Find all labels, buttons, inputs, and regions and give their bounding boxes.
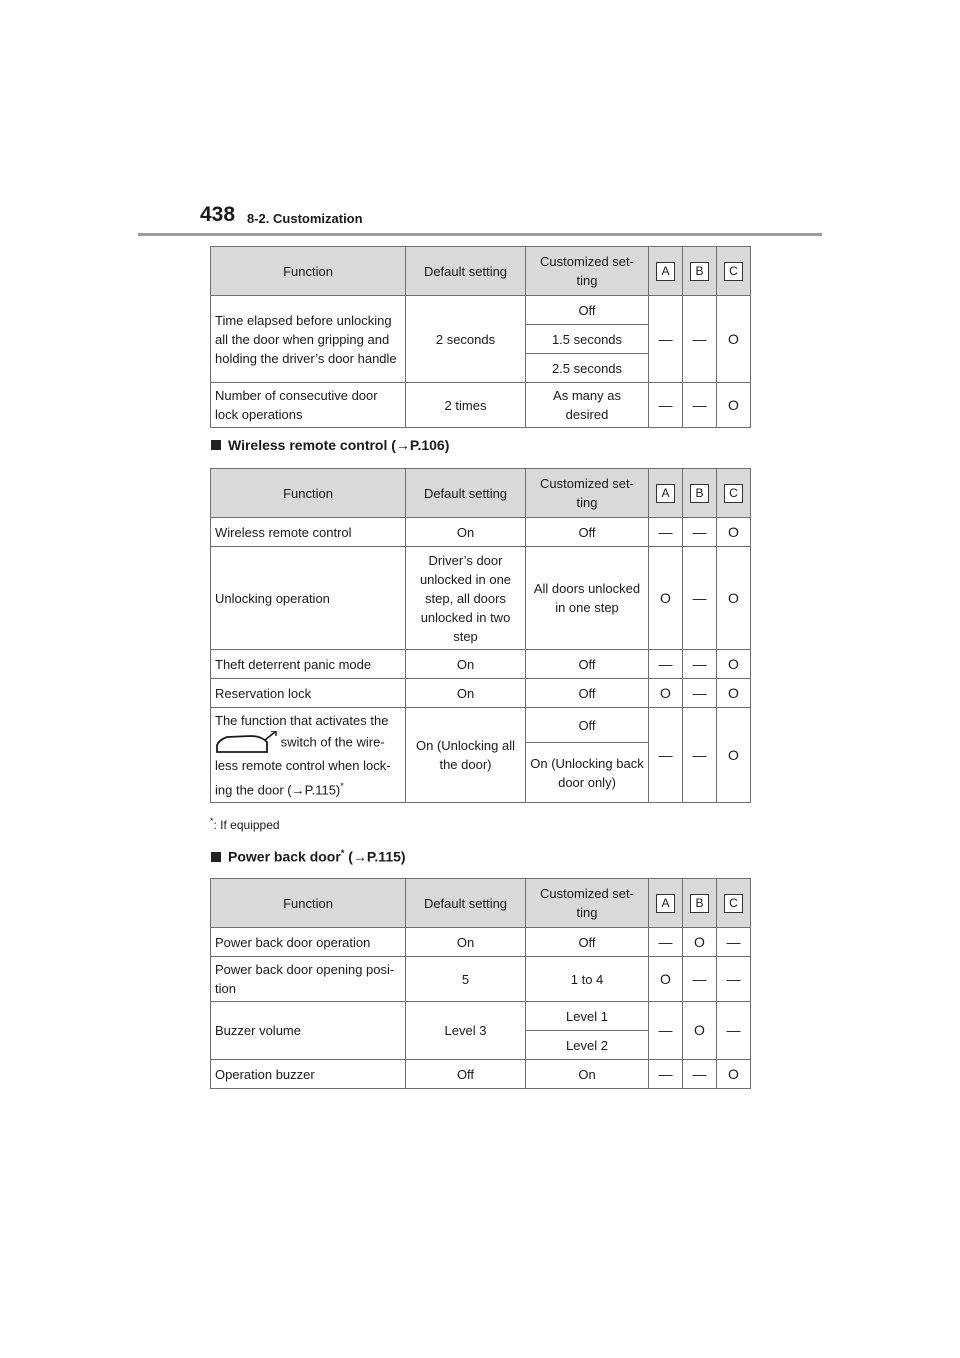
default-cell: 5 — [406, 957, 526, 1002]
function-header: Function — [211, 469, 406, 518]
footnote-mark: * — [210, 816, 214, 826]
column-b-header — [683, 879, 717, 928]
column-c-header — [717, 879, 751, 928]
option-cell: On (Unlocking back door only) — [526, 743, 649, 803]
default-cell: 2 seconds — [406, 296, 526, 383]
option-cell: Off — [526, 679, 649, 708]
a-cell: — — [649, 650, 683, 679]
option-cell: On — [526, 1060, 649, 1089]
a-cell: O — [649, 547, 683, 650]
footnote-marker: * — [340, 781, 344, 791]
function-cell: Wireless remote control — [211, 518, 406, 547]
c-cell: — — [717, 1002, 751, 1060]
function-cell: Time elapsed before unlocking all the door when gripping and holding the driver’s door handle — [211, 296, 406, 383]
a-cell: — — [649, 1002, 683, 1060]
c-cell: O — [717, 1060, 751, 1089]
option-cell: 1.5 seconds — [526, 325, 649, 354]
header-divider — [138, 233, 822, 236]
option-cell: 1 to 4 — [526, 957, 649, 1002]
column-a-header — [649, 469, 683, 518]
c-cell: — — [717, 928, 751, 957]
c-cell: O — [717, 679, 751, 708]
column-c-header — [717, 469, 751, 518]
option-cell: Off — [526, 928, 649, 957]
a-cell: O — [649, 679, 683, 708]
method-b-label: B — [690, 484, 709, 503]
table-row — [211, 708, 751, 743]
table-row — [211, 383, 751, 428]
function-header: Function — [211, 247, 406, 296]
c-cell: O — [717, 296, 751, 383]
function-cell: Power back door opening posi-tion — [211, 957, 406, 1002]
a-cell: — — [649, 383, 683, 428]
method-c-label: C — [724, 484, 743, 503]
square-bullet-icon — [211, 852, 221, 862]
section-heading-text: Wireless remote control (→P.106) — [228, 437, 450, 453]
customized-setting-header: Customized set-ting — [526, 469, 649, 518]
table-header-row — [211, 879, 751, 928]
power-back-door-settings-table — [210, 878, 751, 1089]
b-cell: — — [683, 708, 717, 803]
b-cell: — — [683, 679, 717, 708]
table-row — [211, 679, 751, 708]
b-cell: O — [683, 928, 717, 957]
customized-setting-header: Customized set-ting — [526, 879, 649, 928]
a-cell: — — [649, 708, 683, 803]
function-cell: Unlocking operation — [211, 547, 406, 650]
method-a-label: A — [656, 484, 675, 503]
b-cell: — — [683, 518, 717, 547]
footnote-text: : If equipped — [213, 818, 280, 832]
option-cell: Level 1 — [526, 1002, 649, 1031]
c-cell: — — [717, 957, 751, 1002]
column-b-header — [683, 469, 717, 518]
footnote-marker: * — [340, 848, 345, 858]
method-a-label: A — [656, 262, 675, 281]
section-heading-ref: (→P.115) — [344, 848, 406, 865]
option-cell: Level 2 — [526, 1031, 649, 1060]
function-cell: Reservation lock — [211, 679, 406, 708]
function-cell: Buzzer volume — [211, 1002, 406, 1060]
method-b-label: B — [690, 262, 709, 281]
table-row — [211, 296, 751, 325]
column-a-header — [649, 247, 683, 296]
default-cell: 2 times — [406, 383, 526, 428]
column-c-header — [717, 247, 751, 296]
c-cell: O — [717, 383, 751, 428]
table-row — [211, 1060, 751, 1089]
default-setting-header: Default setting — [406, 879, 526, 928]
a-cell: — — [649, 296, 683, 383]
column-b-header — [683, 247, 717, 296]
function-cell: Theft deterrent panic mode — [211, 650, 406, 679]
door-lock-settings-table — [210, 246, 751, 428]
default-setting-header: Default setting — [406, 247, 526, 296]
b-cell: — — [683, 296, 717, 383]
default-cell: On — [406, 679, 526, 708]
b-cell: — — [683, 547, 717, 650]
b-cell: — — [683, 957, 717, 1002]
function-cell — [211, 708, 406, 803]
function-header: Function — [211, 879, 406, 928]
column-a-header — [649, 879, 683, 928]
default-cell: On — [406, 518, 526, 547]
method-c-label: C — [724, 894, 743, 913]
option-cell: As many as desired — [526, 383, 649, 428]
a-cell: — — [649, 1060, 683, 1089]
section-title: 8-2. Customization — [247, 211, 363, 226]
a-cell: O — [649, 957, 683, 1002]
c-cell: O — [717, 547, 751, 650]
default-cell: Driver’s door unlocked in one step, all doors unlocked in two step — [406, 547, 526, 650]
default-cell: Level 3 — [406, 1002, 526, 1060]
table-row — [211, 1002, 751, 1031]
table-row — [211, 518, 751, 547]
c-cell: O — [717, 518, 751, 547]
a-cell: — — [649, 928, 683, 957]
b-cell: — — [683, 650, 717, 679]
default-setting-header: Default setting — [406, 469, 526, 518]
function-text-post: switch of the wire-less remote control when lock-ing the door (→P.115) — [215, 734, 391, 798]
default-cell: Off — [406, 1060, 526, 1089]
b-cell: O — [683, 1002, 717, 1060]
power-back-door-icon — [215, 731, 277, 755]
table-row — [211, 650, 751, 679]
c-cell: O — [717, 650, 751, 679]
table-row — [211, 957, 751, 1002]
b-cell: — — [683, 1060, 717, 1089]
a-cell: — — [649, 518, 683, 547]
table-header-row — [211, 247, 751, 296]
square-bullet-icon — [211, 440, 221, 450]
option-cell: Off — [526, 518, 649, 547]
option-cell: Off — [526, 296, 649, 325]
default-cell: On — [406, 650, 526, 679]
function-text-pre: The function that activates the — [215, 713, 389, 728]
c-cell: O — [717, 708, 751, 803]
wireless-remote-settings-table — [210, 468, 751, 803]
method-c-label: C — [724, 262, 743, 281]
option-cell: Off — [526, 650, 649, 679]
page-number: 438 — [200, 203, 236, 226]
wireless-remote-control-heading — [211, 437, 449, 453]
table-header-row — [211, 469, 751, 518]
method-b-label: B — [690, 894, 709, 913]
power-back-door-heading — [211, 848, 406, 865]
function-cell: Operation buzzer — [211, 1060, 406, 1089]
method-a-label: A — [656, 894, 675, 913]
customized-setting-header: Customized set-ting — [526, 247, 649, 296]
function-cell: Number of consecutive door lock operations — [211, 383, 406, 428]
default-cell: On (Unlocking all the door) — [406, 708, 526, 803]
table-row — [211, 928, 751, 957]
table-row — [211, 547, 751, 650]
section-heading-text: Power back door — [228, 848, 341, 865]
b-cell: — — [683, 383, 717, 428]
default-cell: On — [406, 928, 526, 957]
option-cell: All doors unlocked in one step — [526, 547, 649, 650]
footnote — [210, 816, 280, 832]
option-cell: Off — [526, 708, 649, 743]
option-cell: 2.5 seconds — [526, 354, 649, 383]
function-cell: Power back door operation — [211, 928, 406, 957]
